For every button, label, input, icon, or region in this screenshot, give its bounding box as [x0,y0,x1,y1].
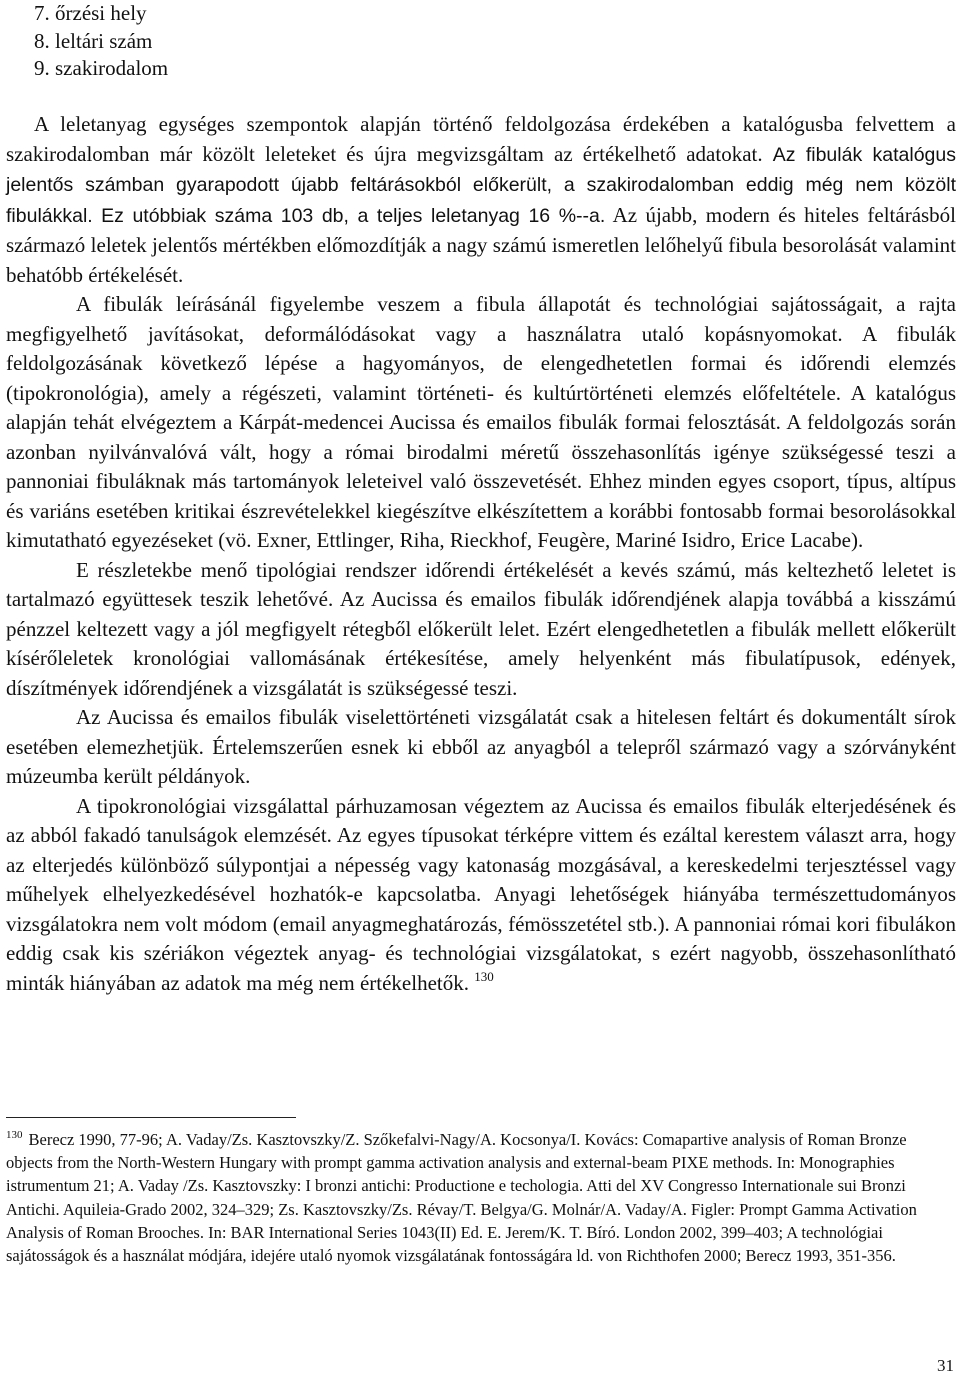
paragraph [6,792,956,999]
sentence: Az újabb, modern és hiteles feltárásból származó leletek jelentős mértékben előmozdítják a nagy számú ismeretlen lelőhelyű fibula besorolását valamint behatóbb értékelését. [6,202,957,287]
numbered-list [34,0,168,83]
paragraph [6,110,956,290]
paragraph-text: A tipokronológiai vizsgálattal párhuzamosan végeztem az Aucissa és emailos fibulák elterjedésének és az abból fakadó tanulságok elemzését. Az egyes típusokat térképre vittem és ezáltal kerestem választ arra, hogy az elterjedés különböző súlypontjai a népesség vagy katonaság mozgásával, a kereskedelmi terjesztéssel vagy műhelyek elhelyezkedésével hozhatók-e kapcsolatba. Anyagi lehetőségek hiányába természettudományos vizsgálatokra nem volt módom (email anyagmeghatározás, fémösszetétel stb.). A pannoniai római kori fibulákon eddig csak kis szériákon végeztek anyag- és technológiai vizsgálatokat, s ezért nagyobb, összehasonlítható minták hiányában az adatok ma még nem értékelhetők. [6,793,956,995]
footnote-separator [6,1117,296,1118]
footnote-reference[interactable]: 130 [474,968,494,984]
sentence: Az fibulák katalógus jelentős számban gyarapodott újabb feltárásokból előkerült, a szakirodalomban eddig még nem közölt fibulákkal. [6,143,956,227]
list-item: 8. leltári szám [34,28,153,53]
footnote [6,1128,952,1267]
paragraph: Az Aucissa és emailos fibulák viselettörténeti vizsgálatát csak a hitelesen feltárt és dokumentált sírok esetében elemezhetjük. Értelemszerűen esnek ki ebből az anyagból a telepről származó vagy a szórványként múzeumba került példányok. [6,705,956,788]
footnote-text: Berecz 1990, 77-96; A. Vaday/Zs. Kasztovszky/Z. Szőkefalvi-Nagy/A. Kocsonya/I. Kovács: Comapartive analysis of Roman Bronze objects from the North-Western Hungary with prompt gamma activation analysis and external-beam PIXE methods. In: Monographies istrumentum 21; A. Vaday /Zs. Kasztovszky: I bronzi antichi: Productione e techologia. Atti del XV Congresso Internationale sui Bronzi Antichi. Aquileia-Grado 2002, 324–329; Zs. Kasztovszky/Zs. Révay/T. Belgya/G. Molnár/A. Vaday/A. Figler: Prompt Gamma Activation Analysis of Roman Brooches. In: BAR International Series 1043(II) Ed. E. Jerem/K. T. Bíró. London 2002, 399–403; A technológiai sajátosságok és a használat módjára, idejére utaló nyomok vizsgálatának fontosságára ld. von Richthofen 2000; Berecz 1993, 351-356. [6,1130,917,1266]
sentence: Ez utóbbiak száma 103 db, a teljes leletanyag 16 %--a. [101,204,606,227]
list-item: 9. szakirodalom [34,56,169,80]
page-number: 31 [937,1356,954,1375]
footnote-number: 130 [6,1129,23,1141]
body-text [6,110,956,998]
paragraph: E részletekbe menő tipológiai rendszer időrendi értékelését a kevés számú, más keltezhető leletet is tartalmazó együttesek teszik lehetővé. Az Aucissa és emailos fibulák időrendjének alapja továbbá a kisszámú pénzzel keltezett vagy a jól megfigyelt rétegből előkerült lelet. Ezért elengedhetetlen a fibulák mellett előkerült kísérőleletek kronológiai vallomásának értékesítése, amely helyenként más fibulatípusok, edények, díszítmények időrendjének a vizsgálatát is szükségessé teszi. [6,557,956,700]
list-item: 7. őrzési hely [34,1,147,25]
paragraph: A fibulák leírásánál figyelembe veszem a fibula állapotát és technológiai sajátosságait, a rajta megfigyelhető javításokat, deformálódásokat vagy a használatra utaló kopásnyomokat. A fibulák feldolgozásának következő lépése a hagyományos, de elengedhetetlen formai és időrendi elemzés (tipokronológia), amely a régészeti, valamint történeti- és kultúrtörténeti elemzés előfeltétele. A katalógus alapján tehát elvégeztem a Kárpát-medencei Aucissa és emailos fibulák formai felosztását. A feldolgozás során azonban nyilvánvalóvá vált, hogy a római birodalmi méretű összehasonlítás igénye szükségessé teszi a pannoniai fibuláknak más tartományok leleteivel való összevetését. Ehhez minden egyes csoport, típus, altípus és variáns esetében kritikai észrevételekkel kiegészítve elkészítettem a korábbi fontosabb formai besorolásokkal kimutatható egyezéseket (vö. Exner, Ettlinger, Riha, Rieckhof, Feugère, Mariné Isidro, Erice Lacabe). [6,292,956,552]
sentence: A leletanyag egységes szempontok alapján történő feldolgozása érdekében a katalógusba felvettem a szakirodalomban már közölt leleteket és újra megvizsgáltam az értékelhető adatokat. [6,112,956,166]
